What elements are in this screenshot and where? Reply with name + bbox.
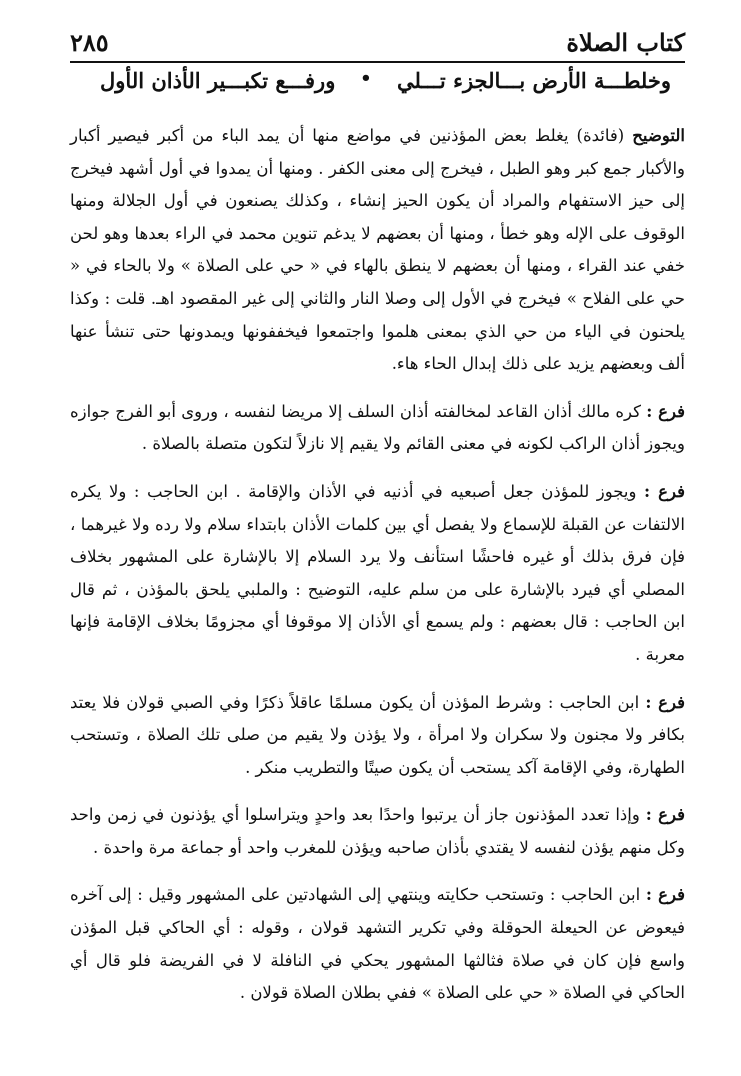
verse-right-hemistich: وخلطـــة الأرض بـــالجزء تـــلي — [397, 68, 671, 93]
paragraph-far-4 — [70, 799, 685, 864]
paragraph-text: (فائدة) يغلط بعض المؤذنين في مواضع منها أن يمد الباء من أكبر فيصير أكبار والأكبار جمع كبر وهو الطبل ، فيخرج إلى معنى الكفر . ومنها أن يمدوا في أول أشهد فيخرج إلى حيز الاستفهام والمراد أن يكون الحيز إنشاء ، وكذلك يصنعون في أول الجلالة ومنها الوقوف على الإله وهو خطأ ، ومنها أن بعضهم لا يدغم تنوين محمد في الراء بعدها وهو لحن خفي عند القراء ، ومنها أن بعضهم لا ينطق بالهاء في « حي على الصلاة » ولا بالحاء في « حي على الفلاح » فيخرج في الأول إلى وصلا النار والثاني إلى غير المقصود اهـ. قلت : وكذا يلحنون في الياء من حي الذي بمعنى هلموا واجتمعوا فيخففونها ويمدونها حتى تنشأ عنها ألف وبعضهم يزيد على ذلك إبدال الحاء هاء. — [70, 126, 685, 374]
paragraph-far-2 — [70, 476, 685, 672]
paragraph-text: ابن الحاجب : وشرط المؤذن أن يكون مسلمًا عاقلاً ذكرًا وفي الصبي قولان فلا يعتد بكافر ولا مجنون ولا سكران ولا امرأة ، ولا يؤذن ولا يقيم من صلى تلك الصلاة ، وتستحب الطهارة، وفي الإقامة آكد يستحب أن يكون صيتًا والتطريب منكر . — [70, 692, 685, 777]
paragraph-text: كره مالك أذان القاعد لمخالفته أذان السلف إلا مريضا لنفسه ، وروى أبو الفرج جوازه ويجوز أذان الراكب لكونه في معنى القائم ولا يقيم إلا نازلاً لتكون متصلة بالصلاة . — [70, 401, 685, 454]
page-number: ٢٨٥ — [70, 28, 109, 57]
page-body — [70, 120, 685, 1025]
verse-left-hemistich: ورفـــع تكبـــير الأذان الأول — [100, 68, 336, 93]
paragraph-text: ابن الحاجب : وتستحب حكايته وينتهي إلى الشهادتين على المشهور وقيل : إلى آخره فيعوض عن الحيعلة الحوقلة وفي تكرير التشهد قولان ، وقوله : أي الحاكي قبل المؤذن واسع فإن كان في صلاة فثالثها المشهور يحكي في النافلة لا في الفريضة فلو قال أي الحاكي في الصلاة « حي على الصلاة » ففي بطلان الصلاة قولان . — [70, 885, 685, 1003]
paragraph-lead: التوضيح — [632, 126, 685, 145]
paragraph-lead: فرع : — [645, 805, 686, 825]
paragraph-lead: فرع : — [646, 401, 685, 421]
page-header — [70, 28, 685, 63]
paragraph-lead: فرع : — [645, 692, 685, 712]
paragraph-far-3 — [70, 687, 685, 785]
verse-line — [100, 68, 671, 93]
paragraph-far-1 — [70, 396, 685, 461]
paragraph-lead: فرع : — [645, 885, 685, 905]
paragraph-far-5 — [70, 879, 685, 1009]
paragraph-lead: فرع : — [644, 481, 685, 501]
paragraph-text: وإذا تعدد المؤذنون جاز أن يرتبوا واحدًا بعد واحدٍ ويتراسلوا أي يؤذنون في زمن واحد وكل منهم يؤذن لنفسه لا يقتدي بأذان صاحبه ويؤذن للمغرب واحد أو جماعة مرة واحدة . — [70, 805, 685, 857]
paragraph-text: ويجوز للمؤذن جعل أصبعيه في أذنيه في الأذان والإقامة . ابن الحاجب : ولا يكره الالتفات عن القبلة للإسماع ولا يفصل أي بين كلمات الأذان بابتداء سلام ولا رده ولا غيرهما ، فإن فرق بذلك أو غيره فاحشًا استأنف ولا يرد السلام إلا بالإشارة على المشهور بخلاف المصلي أي فيرد بالإشارة على من سلم عليه، التوضيح : والملبي يلحق بالمؤذن ، ثم قال ابن الحاجب : قال بعضهم : ولم يسمع أي الأذان إلا موقوفا أي مجزومًا بخلاف الإقامة فإنها معربة . — [70, 481, 685, 664]
book-title: كتاب الصلاة — [566, 28, 685, 57]
verse-separator: • — [360, 68, 373, 89]
paragraph-tawdih — [70, 120, 685, 381]
